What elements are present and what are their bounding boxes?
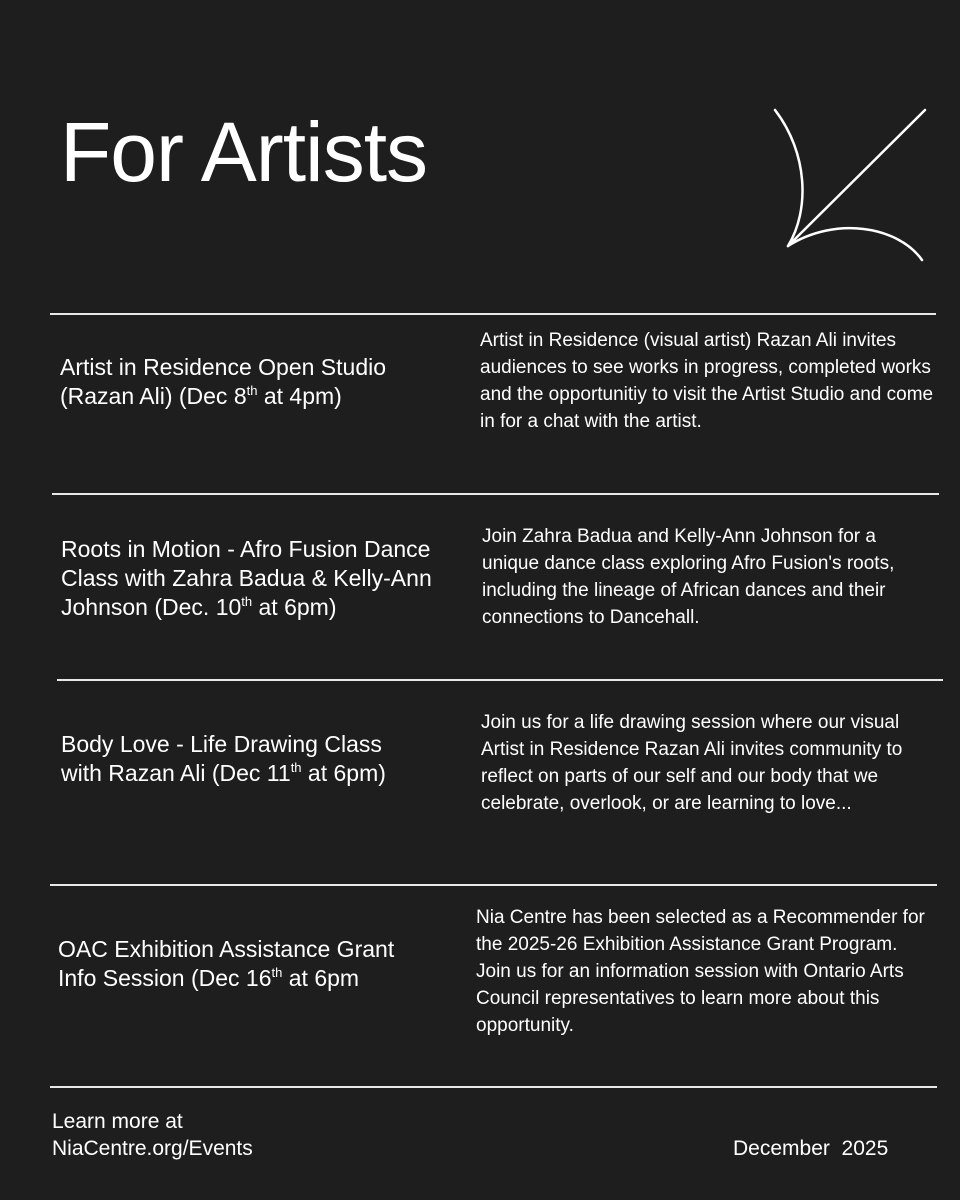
event-title: Body Love - Life Drawing Class with Razan Ali (Dec 11th at 6pm)	[61, 731, 386, 786]
divider	[52, 493, 939, 495]
divider	[50, 884, 937, 886]
event-title: OAC Exhibition Assistance Grant Info Session (Dec 16th at 6pm	[58, 936, 395, 991]
divider	[50, 1086, 937, 1088]
curved-arrow-icon	[760, 98, 940, 273]
divider	[50, 313, 936, 315]
page-title: For Artists	[60, 105, 428, 199]
divider	[57, 679, 943, 681]
footer-date: December 2025	[733, 1137, 889, 1160]
website-link[interactable]: NiaCentre.org/Events	[52, 1137, 253, 1160]
event-description: Artist in Residence (visual artist) Razan Ali invites audiences to see works in progress, completed works and the opportunitiy to visit the Artist Studio and come in for a chat with the artist.	[480, 330, 934, 432]
event-title: Artist in Residence Open Studio (Razan Ali) (Dec 8th at 4pm)	[60, 354, 387, 409]
event-description: Nia Centre has been selected as a Recommender for the 2025-26 Exhibition Assistance Grant Program. Join us for an information session with Ontario Arts Council representatives to learn more about this opportunity.	[476, 907, 925, 1036]
event-title: Roots in Motion - Afro Fusion Dance Class with Zahra Badua & Kelly-Ann Johnson (Dec. 10th at 6pm)	[61, 536, 432, 620]
event-description: Join Zahra Badua and Kelly-Ann Johnson for a unique dance class exploring Afro Fusion's roots, including the lineage of African dances and their connections to Dancehall.	[482, 526, 895, 628]
learn-more-label: Learn more at	[52, 1110, 183, 1133]
learn-more-text	[52, 1108, 253, 1162]
event-description: Join us for a life drawing session where our visual Artist in Residence Razan Ali invites community to reflect on parts of our self and our body that we celebrate, overlook, or are learning to love...	[481, 712, 903, 814]
